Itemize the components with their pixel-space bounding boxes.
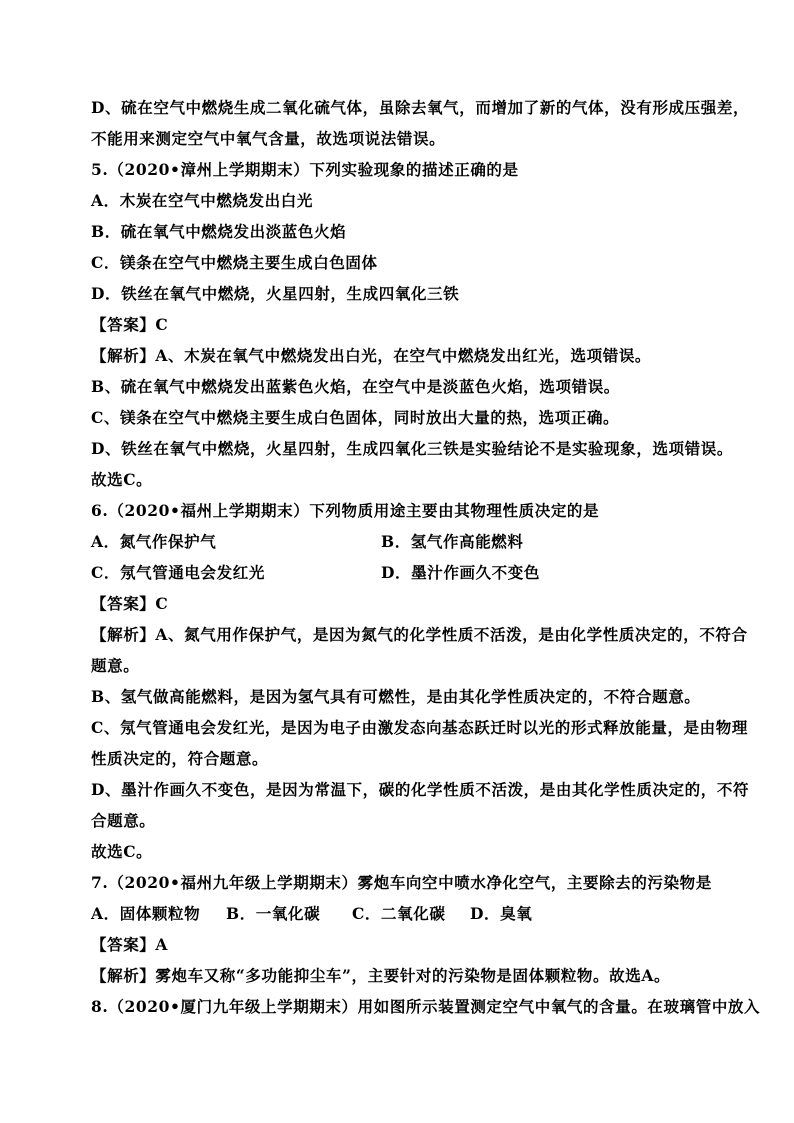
option-a: A．木炭在空气中燃烧发出白光 bbox=[91, 191, 313, 210]
document-page bbox=[91, 92, 761, 1022]
analysis-line: 【解析】A、木炭在氧气中燃烧发出白光，在空气中燃烧发出红光，选项错误。 bbox=[91, 346, 652, 365]
option-d: D．墨汁作画久不变色 bbox=[381, 563, 540, 582]
analysis-line: C、氖气管通电会发红光，是因为电子由激发态向基态跃迁时以光的形式释放能量，是由物理 bbox=[91, 718, 748, 737]
answer-line: 【答案】A bbox=[91, 935, 169, 954]
analysis-line: C、镁条在空气中燃烧主要生成白色固体，同时放出大量的热，选项正确。 bbox=[91, 408, 620, 427]
question-6-stem: 6.（2020•福州上学期期末）下列物质用途主要由其物理性质决定的是 bbox=[91, 501, 600, 520]
question-8-stem: 8.（2020•厦门九年级上学期期末）用如图所示装置测定空气中氧气的含量。在玻璃管中放入 bbox=[91, 997, 761, 1016]
analysis-line: 【解析】雾炮车又称“多功能抑尘车”，主要针对的污染物是固体颗粒物。故选A。 bbox=[91, 966, 671, 985]
option-b: B．硫在氧气中燃烧发出淡蓝色火焰 bbox=[91, 222, 347, 241]
options-row bbox=[91, 557, 721, 588]
option-c: C．氖气管通电会发红光 bbox=[91, 563, 265, 582]
conclusion-line: 故选C。 bbox=[91, 842, 153, 861]
answer-line: 【答案】C bbox=[91, 315, 169, 334]
option-c: C．镁条在空气中燃烧主要生成白色固体 bbox=[91, 253, 378, 272]
text-line: D、硫在空气中燃烧生成二氧化硫气体，虽除去氧气，而增加了新的气体，没有形成压强差， bbox=[91, 98, 750, 117]
options-row bbox=[91, 898, 721, 929]
question-5-stem: 5.（2020•漳州上学期期末）下列实验现象的描述正确的是 bbox=[91, 160, 519, 179]
option-c: C．二氧化碳 bbox=[352, 904, 446, 923]
analysis-line: B、硫在氧气中燃烧发出蓝紫色火焰，在空气中是淡蓝色火焰，选项错误。 bbox=[91, 377, 620, 396]
analysis-line: 【解析】A、氮气用作保护气，是因为氮气的化学性质不活泼，是由化学性质决定的，不符合 bbox=[91, 625, 748, 644]
analysis-line: D、墨汁作画久不变色，是因为常温下，碳的化学性质不活泼，是由其化学性质决定的，不符 bbox=[91, 780, 750, 799]
option-b: B．氢气作高能燃料 bbox=[381, 532, 524, 551]
answer-line: 【答案】C bbox=[91, 594, 169, 613]
options-row bbox=[91, 526, 721, 557]
analysis-line: B、氢气做高能燃料，是因为氢气具有可燃性，是由其化学性质决定的，不符合题意。 bbox=[91, 687, 701, 706]
analysis-line: 性质决定的，符合题意。 bbox=[91, 749, 269, 768]
option-d: D．铁丝在氧气中燃烧，火星四射，生成四氧化三铁 bbox=[91, 284, 460, 303]
option-b: B．一氧化碳 bbox=[226, 904, 321, 923]
analysis-line: D、铁丝在氧气中燃烧，火星四射，生成四氧化三铁是实验结论不是实验现象，选项错误。 bbox=[91, 439, 733, 458]
option-a: A．固体颗粒物 bbox=[91, 904, 201, 923]
text-line: 不能用来测定空气中氧气含量，故选项说法错误。 bbox=[91, 129, 446, 148]
option-d: D．臭氧 bbox=[470, 904, 533, 923]
question-7-stem: 7.（2020•福州九年级上学期期末）雾炮车向空中喷水净化空气，主要除去的污染物是 bbox=[91, 873, 712, 892]
analysis-line: 合题意。 bbox=[91, 811, 156, 830]
conclusion-line: 故选C。 bbox=[91, 470, 153, 489]
option-a: A．氮气作保护气 bbox=[91, 532, 217, 551]
analysis-line: 题意。 bbox=[91, 656, 140, 675]
